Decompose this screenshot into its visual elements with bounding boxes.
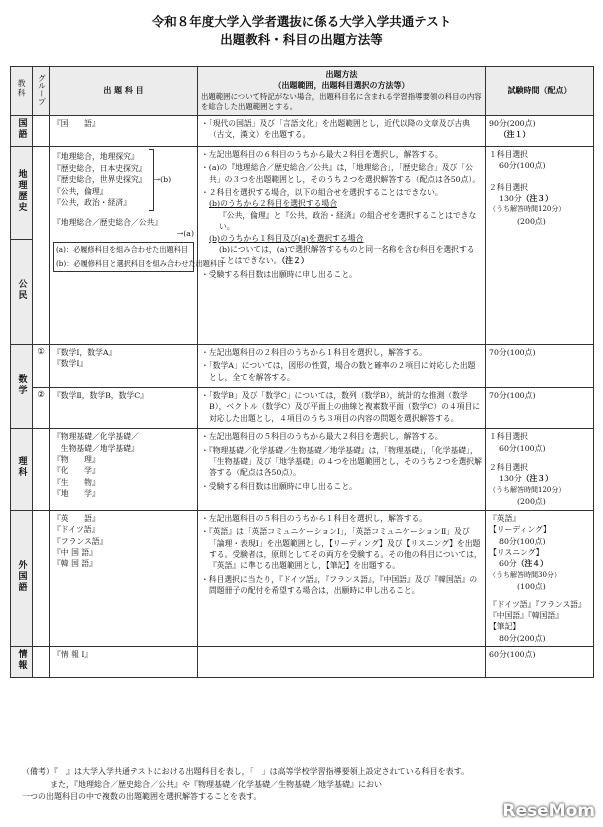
category-sugaku: 数学 [11,344,33,428]
method-gaikokugo: ・左記出題科目の５科目のうちから１科目を選択し，解答する。 ・『英語』は「英語コミュニケーションⅠ」，「英語コミュニケーションⅡ」及び「論理・表現Ⅰ」を出題範囲とし，【リーディング】及び【リスニング】を出題する。受験者は，原則としてその両方を受験する。その他の科目については，『英語』に準じる出題範囲とし，【筆記】を出題する。 ・科目選択に当たり，『ドイツ語』，『フランス語』，『中国語』及び『韓国語』の問題冊子の配付を希望する場合は，出願時に申し出ること。 [198,510,486,646]
method-kokugo: ・「現代の国語」及び「言語文化」を出題範囲とし，近代以降の文章及び古典（古文，漢文）を出題する。 [198,115,486,146]
header-method-note: 出題範囲について特記がない場合，出題科目名に含まれる学習指導要領の科目の内容を総合した出題範囲とする。 [201,91,482,112]
page-title-line1: 令和８年度大学入学者選抜に係る大学入学共通テスト [151,14,452,29]
category-gaikokugo: 外国語 [11,510,33,646]
subject-kokugo: 『国 語』 [50,115,198,146]
category-rika: 理科 [11,429,33,510]
header-group: グループ [33,67,50,116]
row-joho [11,647,594,678]
watermark-logo: ReseMom [502,801,595,821]
header-category: 教科 [11,67,33,116]
page-title-line2: 出題教科・科目の出題方法等 [220,32,383,47]
method-chireki: ・左記出題科目の６科目のうちから最大２科目を選択し，解答する。 ・(a)の『地理総合／歴史総合／公共』は，「地理総合」，「歴史総合」及び「公共」の３つを出題範囲とし，そのうち２つを選択解答する（配点は各50点）。 ・２科目を選択する場合，以下の組合せを選択することはできない。 (b)のうちから２科目を選択する場合 『公共，倫理』と『公共，政治・経済』の組合せを選択することはできない。 (b)のうちから１科目及び(a)を選択する場合 (b)については，(a)で選択解答するものと同一名称を含む科目を選択することはできない。（注２） ・受験する科目数は出願時に申し出ること。 [198,146,486,344]
time-gaikokugo: 『英語』 【リーディング】 80分(100点) 【リスニング】 60分（注４） （うち解答時間30分） (100点) 『ドイツ語』『フランス語』『中国語』『韓国語』 【筆記】 80分(200点) [486,510,594,646]
subject-chireki: 『地理総合，地理探究』 『歴史総合，日本史探究』 『歴史総合，世界史探究』 『公共，倫理』 『公共，政治・経済』 →(b) 『地理総合／歴史総合／公共』 →(a) (a)：必履修科目を組み合わせた出題科目 (b)：必履修科目と選択科目を組み合わせた出題科目 [50,146,198,344]
category-kokugo: 国語 [11,115,33,146]
group-empty [33,146,50,344]
method-sugaku-1: ・左記出題科目の２科目のうちから１科目を選択し，解答する。 ・「数学A」については，図形の性質，場合の数と確率の２項目に対応した出題とし，全てを解答する。 [198,344,486,387]
category-chireki: 地理歴史 [11,146,33,239]
subject-rika: 『物理基礎／化学基礎／ 生物基礎／地学基礎』 『物 理』 『化 学』 『生 物』 『地 学』 [50,429,198,510]
footnote: （備考）『 』は大学入学共通テストにおける出題科目を表し，「 」は高等学校学習指導要領上設定されている科目を表す。 また，『地理総合／歴史総合／公共』や『物理基礎／化学基礎／生物基礎／地学基礎』におい 一つの出題科目の中で複数の出題範囲を選択解答することを表す。 [22,767,470,801]
row-kokugo [11,115,594,146]
subject-gaikokugo: 『英 語』 『ドイツ語』 『フランス語』 『中 国 語』 『韓 国 語』 [50,510,198,646]
time-chireki: １科目選択 60分(100点) ２科目選択 130分（注３） （うち解答時間120分） (200点) [486,146,594,344]
header-method: 出題方法 （出題範囲，出題科目選択の方法等） 出題範囲について特記がない場合，出題科目名に含まれる学習指導要領の科目の内容を総合した出題範囲とする。 [198,67,486,116]
time-sugaku-2: 70分(100点) [486,388,594,429]
table-header-row [11,67,594,116]
group-empty [33,429,50,510]
group-empty [33,115,50,146]
subject-sugaku-2: 『数学Ⅱ，数学B，数学C』 [50,388,198,429]
row-sugaku-1 [11,344,594,387]
category-komin: 公民 [11,239,33,344]
time-kokugo: 90分(200点) （注１） [486,115,594,146]
row-rika [11,429,594,510]
subject-sugaku-1: 『数学Ⅰ，数学A』 『数学Ⅰ』 [50,344,198,387]
row-sugaku-2 [11,388,594,429]
group-empty [33,647,50,678]
method-sugaku-2: ・「数学B」及び「数学C」については，数列（数学B），統計的な推測（数学B），ベクトル（数学C）及び平面上の曲線と複素数平面（数学C）の４項目に対応した出題とし，４項目のうち３項目の内容の問題を選択解答する。 [198,388,486,429]
legend-box: (a)：必履修科目を組み合わせた出題科目 (b)：必履修科目と選択科目を組み合わせた出題科目 [53,242,194,272]
group-1: ① [33,344,50,387]
method-rika: ・左記出題科目の５科目のうちから最大２科目を選択し，解答する。 ・『物理基礎／化学基礎／生物基礎／地学基礎』は，「物理基礎」，「化学基礎」，「生物基礎」及び「地学基礎」の４つを出題範囲とし，そのうち２つを選択解答する（配点は各50点）。 ・受験する科目数は出願時に申し出ること。 [198,429,486,510]
header-subject: 出 題 科 目 [50,67,198,116]
subject-joho: 『情 報 Ⅰ』 [50,647,198,678]
group-empty [33,510,50,646]
time-sugaku-1: 70分(100点) [486,344,594,387]
time-joho: 60分(100点) [486,647,594,678]
exam-table [10,66,594,678]
method-joho [198,647,486,678]
category-joho: 情報 [11,647,33,678]
row-gaikokugo [11,510,594,646]
time-rika: １科目選択 60分(100点) ２科目選択 130分（注３） （うち解答時間120分） (200点) [486,429,594,510]
row-chireki [11,146,594,239]
header-time: 試験時間（配点） [486,67,594,116]
group-2: ② [33,388,50,429]
